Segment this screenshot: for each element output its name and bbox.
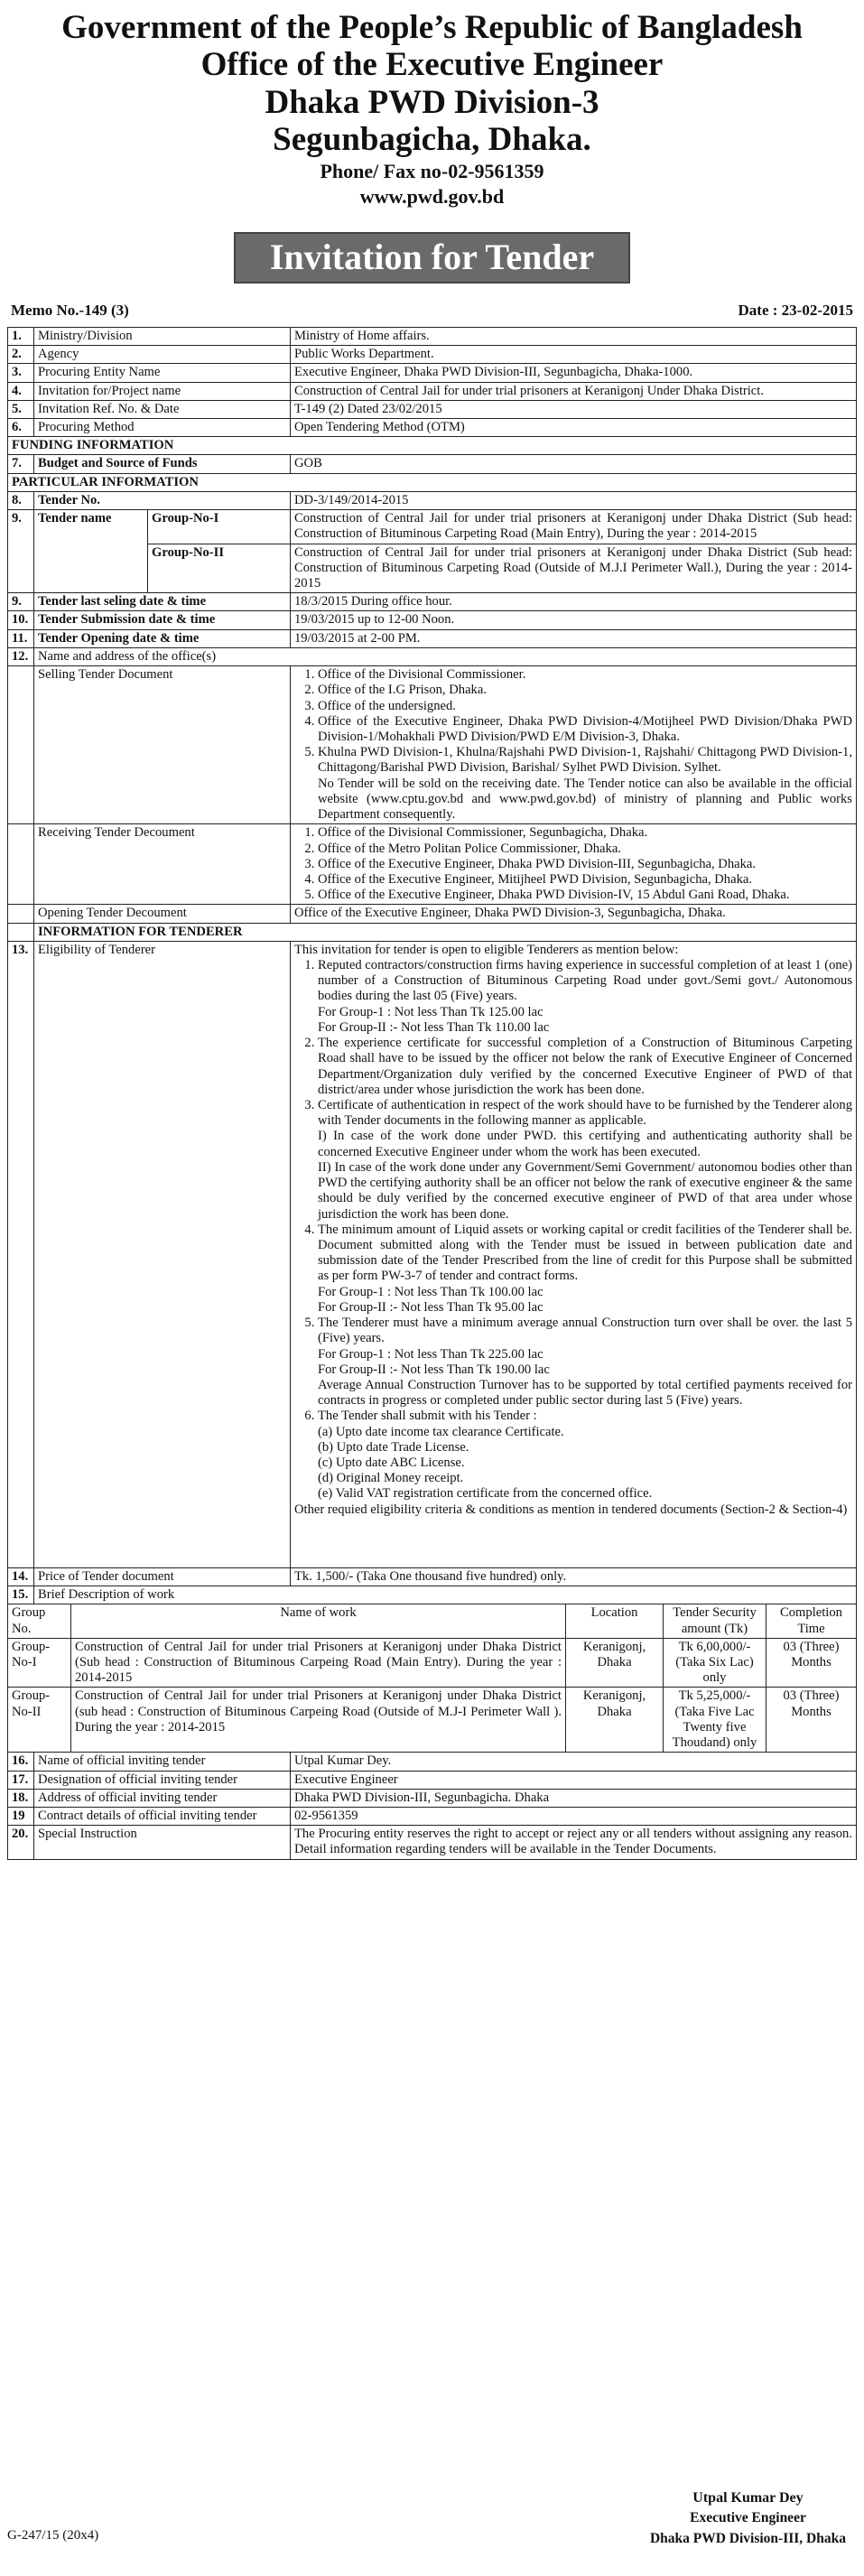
table-row [8, 1753, 857, 1771]
eligibility-intro: This invitation for tender is open to eligible Tenderers as mention below: [294, 942, 679, 957]
group-cell: Group-No-I [8, 1638, 71, 1688]
column-header: Tender Security amount (Tk) [664, 1604, 766, 1638]
table-row [8, 1771, 857, 1789]
row-number: 9. [8, 593, 34, 611]
column-header: Group No. [8, 1604, 71, 1638]
row-number: 4. [8, 382, 34, 400]
row-value: 19/03/2015 at 2-00 PM. [291, 629, 857, 647]
row-value: Executive Engineer, Dhaka PWD Division-III, Segunbagicha, Dhaka-1000. [291, 364, 857, 382]
office-title: Office of the Executive Engineer [200, 46, 664, 84]
requirement-line: For Group-II :- Not less Than Tk 190.00 lac [318, 1362, 550, 1377]
requirement-line: II) In case of the work done under any Government/Semi Government/ autonomou bodies other than PWD the certifying authority shall be an officer not below the rank of executive engineer & the same should be duly verified by the concerned executive engineer of PWD of that area under whose jurisdiction the work has been done. [318, 1159, 852, 1222]
tender-notice [7, 9, 857, 1860]
requirement-line: Average Annual Construction Turnover has to be supported by total certified payments received for contracts in progress or completed under public sector during last 5 (Five) years. [318, 1377, 852, 1409]
list-item: 2. The experience certificate for successful completion of a Construction of Bituminous Carpeting Road shall have to be issued by the officer not below the rank of Executive Engineer of Concerned Department/Organization duly verified by the concerned Executive Engineer of PWD of that district/area under whose jurisdiction the work has been done. [318, 1036, 852, 1098]
list-item: 1. Office of the Divisional Commissioner. [318, 667, 852, 683]
row-label: Tender name [34, 510, 148, 593]
division-title: Dhaka PWD Division-3 [265, 83, 599, 121]
row-label: Eligibility of Tenderer [34, 941, 291, 1567]
particular-heading: PARTICULAR INFORMATION [8, 473, 857, 491]
signatory-designation: Executive Engineer [690, 2510, 806, 2526]
table-row [8, 666, 857, 824]
row-value: DD-3/149/2014-2015 [291, 491, 857, 509]
list-item-text: The minimum amount of Liquid assets or working capital or credit facilities of the Tenderer shall be. Document submitted along with the Tender must be issued in between publication date and submission date of the Tender Prescribed from the line of credit for this Purpose shall be submitted as per form PW-3-7 of tender and contract forms. [318, 1222, 852, 1284]
row-value: Public Works Department. [291, 346, 857, 364]
row-number: 1. [8, 327, 34, 345]
list-item [318, 1316, 852, 1409]
location-title: Segunbagicha, Dhaka. [273, 121, 591, 159]
table-row [8, 1586, 857, 1604]
requirement-line: (e) Valid VAT registration certificate from the concerned office. [318, 1486, 653, 1502]
table-row [8, 491, 857, 509]
government-title: Government of the People’s Republic of Bangladesh [61, 9, 803, 46]
work-name-cell: Construction of Central Jail for under trial Prisoners at Keranigonj under Dhaka District (sub head : Construction of Bituminous Carpeing Road (Outside of M.J-I Perimeter Wall ). During the year : 2014-2015 [71, 1688, 566, 1753]
table-row [8, 346, 857, 364]
row-value: T-149 (2) Dated 23/02/2015 [291, 400, 857, 418]
website: www.pwd.gov.bd [359, 185, 505, 209]
table-row [8, 419, 857, 437]
requirement-line: (a) Upto date income tax clearance Certificate. [318, 1424, 564, 1439]
requirement-line: (c) Upto date ABC License. [318, 1455, 465, 1471]
row-value: 02-9561359 [291, 1807, 857, 1825]
phone-fax: Phone/ Fax no-02-9561359 [320, 159, 544, 182]
requirement-line: For Group-1 : Not less Than Tk 125.00 lac [318, 1004, 543, 1019]
requirement-line: For Group-1 : Not less Than Tk 100.00 lac [318, 1284, 543, 1299]
row-label: Price of Tender document [34, 1567, 291, 1586]
column-header: Name of work [71, 1604, 566, 1638]
row-number: 10. [8, 611, 34, 629]
table-row [8, 327, 857, 345]
table-row [8, 1789, 857, 1807]
list-item-text: Reputed contractors/construction firms having experience in successful completion of at least 1 (one) number of a Construction of Bituminous Carpeting Road under govt./Semi govt./ Autonomous bodies during the last 05 (Five) years. [318, 958, 852, 1004]
section-heading [8, 437, 857, 455]
group-value: Construction of Central Jail for under trial prisoners at Keranigonj under Dhaka District (Sub head: Construction of Bituminous Carpeting Road (Outside of M.J.I Perimeter Wall.), During the year : 2014-2015 [291, 544, 857, 593]
requirement-line: For Group-II :- Not less Than Tk 95.00 lac [318, 1299, 543, 1315]
table-row [8, 1688, 857, 1753]
row-label: Contract details of official inviting tender [34, 1807, 291, 1825]
column-header: Location [566, 1604, 664, 1638]
section-heading [8, 923, 857, 941]
table-row [8, 455, 857, 473]
list-item [318, 745, 852, 823]
list-item: 3. Office of the undersigned. [318, 699, 852, 714]
security-cell: Tk 6,00,000/- (Taka Six Lac) only [664, 1638, 766, 1688]
section-heading [8, 473, 857, 491]
table-row [8, 400, 857, 418]
group-value: Construction of Central Jail for under trial prisoners at Keranigonj under Dhaka District (Sub head: Construction of Bituminous Carpeting Road (Main Entry), During the year : 2014-2015 [291, 510, 857, 544]
requirement-line: (d) Original Money receipt. [318, 1471, 464, 1486]
row-number: 20. [8, 1826, 34, 1859]
security-cell: Tk 5,25,000/- (Taka Five Lac Twenty five Thoudand) only [664, 1688, 766, 1753]
row-value: Utpal Kumar Dey. [291, 1753, 857, 1771]
row-number: 6. [8, 419, 34, 437]
list-item-text: Khulna PWD Division-1, Khulna/Rajshahi PWD Division-1, Rajshahi/ Chittagong PWD Division-1, Chittagong/Barishal PWD Division, Barishal/ Sylhet PWD Division. Sylhet. [318, 745, 852, 776]
list-item: 2. Office of the I.G Prison, Dhaka. [318, 683, 852, 698]
completion-cell: 03 (Three) Months [766, 1688, 857, 1753]
row-number: 18. [8, 1789, 34, 1807]
table-row [8, 629, 857, 647]
signatory-name: Utpal Kumar Dey [692, 2490, 804, 2506]
selling-label: Selling Tender Document [34, 666, 291, 824]
official-info-table [7, 1753, 857, 1859]
table-row [8, 1807, 857, 1825]
row-label: Special Instruction [34, 1826, 291, 1859]
selling-offices [291, 666, 857, 824]
table-row [8, 1567, 857, 1586]
work-name-cell: Construction of Central Jail for under trial Prisoners at Keranigonj under Dhaka District (Sub head : Construction of Bituminous Carpeing Road (Main Entry). During the year : 2014-2015 [71, 1638, 566, 1688]
row-number: 9. [8, 510, 34, 593]
row-label: Ministry/Division [34, 327, 291, 345]
column-header: Completion Time [766, 1604, 857, 1638]
row-label: Tender last seling date & time [34, 593, 291, 611]
row-value: Executive Engineer [291, 1771, 857, 1789]
row-number: 13. [8, 941, 34, 1567]
group-label: Group-No-II [148, 544, 291, 593]
requirement-line: For Group-II :- Not less Than Tk 110.00 lac [318, 1019, 550, 1035]
row-label: Procuring Method [34, 419, 291, 437]
group-label: Group-No-I [148, 510, 291, 544]
list-item [318, 1223, 852, 1316]
row-value: Tk. 1,500/- (Taka One thousand five hundred) only. [291, 1567, 857, 1586]
row-value: Construction of Central Jail for under trial prisoners at Keranigonj Under Dhaka District. [291, 382, 857, 400]
row-number: 8. [8, 491, 34, 509]
invitation-banner: Invitation for Tender [234, 232, 630, 284]
row-value: 18/3/2015 During office hour. [291, 593, 857, 611]
info-tenderer-heading: INFORMATION FOR TENDERER [34, 923, 857, 941]
list-item: 3. Office of the Executive Engineer, Dhaka PWD Division-III, Segunbagicha, Dhaka. [318, 857, 852, 872]
list-item: 1. Office of the Divisional Commissioner, Segunbagicha, Dhaka. [318, 825, 852, 841]
list-item: 2. Office of the Metro Politan Police Commissioner, Dhaka. [318, 842, 852, 857]
list-item [318, 1409, 852, 1502]
requirement-line: (b) Upto date Trade License. [318, 1439, 469, 1455]
row-label: Designation of official inviting tender [34, 1771, 291, 1789]
row-value: Open Tendering Method (OTM) [291, 419, 857, 437]
row-label: Name and address of the office(s) [34, 647, 857, 665]
location-cell: Keranigonj, Dhaka [566, 1688, 664, 1753]
row-value: Ministry of Home affairs. [291, 327, 857, 345]
funding-heading: FUNDING INFORMATION [8, 437, 857, 455]
list-item [318, 958, 852, 1036]
row-number: 2. [8, 346, 34, 364]
row-label: Brief Description of work [34, 1586, 857, 1604]
table-row [8, 1826, 857, 1859]
opening-value: Office of the Executive Engineer, Dhaka PWD Division-3, Segunbagicha, Dhaka. [291, 905, 857, 923]
table-row [8, 941, 857, 1567]
memo-line [7, 302, 857, 320]
row-number: 17. [8, 1771, 34, 1789]
signature-block [650, 2488, 846, 2549]
table-row [8, 824, 857, 905]
row-label: Agency [34, 346, 291, 364]
table-row [8, 611, 857, 629]
tender-info-table [7, 327, 857, 1604]
receiving-label: Receiving Tender Decoument [34, 824, 291, 905]
table-row [8, 593, 857, 611]
table-row [8, 1638, 857, 1688]
opening-label: Opening Tender Decoument [34, 905, 291, 923]
row-number: 14. [8, 1567, 34, 1586]
list-item [318, 1098, 852, 1223]
table-row [8, 647, 857, 665]
row-value: Dhaka PWD Division-III, Segunbagicha. Dhaka [291, 1789, 857, 1807]
row-number: 12. [8, 647, 34, 665]
row-value: 19/03/2015 up to 12-00 Noon. [291, 611, 857, 629]
signatory-office: Dhaka PWD Division-III, Dhaka [649, 2530, 846, 2546]
row-number: 3. [8, 364, 34, 382]
row-label: Tender Submission date & time [34, 611, 291, 629]
list-item: 4. Office of the Executive Engineer, Mitijheel PWD Division, Segunbagicha, Dhaka. [318, 872, 852, 888]
table-row [8, 510, 857, 544]
row-value: The Procuring entity reserves the right to accept or reject any or all tenders without assigning any reason. Detail information regarding tenders will be available in the Tender Documents. [291, 1826, 857, 1859]
row-number: 7. [8, 455, 34, 473]
memo-number: Memo No.-149 (3) [11, 301, 129, 319]
memo-date: Date : 23-02-2015 [738, 301, 853, 319]
row-label: Invitation for/Project name [34, 382, 291, 400]
row-value: GOB [291, 455, 857, 473]
table-header-row [8, 1604, 857, 1638]
row-number: 16. [8, 1753, 34, 1771]
completion-cell: 03 (Three) Months [766, 1638, 857, 1688]
requirement-line: I) In case of the work done under PWD. this certifying and authenticating authority shall be concerned Executive Engineer under whom the work has been executed. [318, 1129, 852, 1159]
row-label: Budget and Source of Funds [34, 455, 291, 473]
row-number: 11. [8, 629, 34, 647]
receiving-offices [291, 824, 857, 905]
letterhead [7, 9, 857, 210]
row-number: 15. [8, 1586, 34, 1604]
row-number: 5. [8, 400, 34, 418]
eligibility-other: Other requied eligibility criteria & conditions as mention in tendered documents (Section-2 & Section-4) [294, 1502, 848, 1517]
list-item-text: The Tenderer must have a minimum average annual Construction turn over shall be over. the last 5 (Five) years. [318, 1316, 852, 1346]
group-cell: Group-No-II [8, 1688, 71, 1753]
row-label: Tender No. [34, 491, 291, 509]
eligibility-content [291, 941, 857, 1567]
table-row [8, 364, 857, 382]
list-item-text: Certificate of authentication in respect of the work should have to be furnished by the Tenderer along with Tender documents in the following manner as applicable. [318, 1098, 852, 1129]
row-label: Name of official inviting tender [34, 1753, 291, 1771]
row-number: 19 [8, 1807, 34, 1825]
list-item: 4. Office of the Executive Engineer, Dhaka PWD Division-4/Motijheel PWD Division/Dhaka PWD Division-1/Mohakhali PWD Division/PWD E/M Division-3, Dhaka. [318, 714, 852, 745]
location-cell: Keranigonj, Dhaka [566, 1638, 664, 1688]
selling-note: No Tender will be sold on the receiving date. The Tender notice can also be available in the official website (www.cptu.gov.bd and www.pwd.gov.bd) of ministry of planning and Public works Department consequently. [318, 776, 852, 823]
list-item-text: The Tender shall submit with his Tender : [318, 1409, 537, 1424]
row-label: Address of official inviting tender [34, 1789, 291, 1807]
row-label: Tender Opening date & time [34, 629, 291, 647]
gazette-code: G-247/15 (20x4) [7, 2528, 99, 2543]
row-label: Invitation Ref. No. & Date [34, 400, 291, 418]
requirement-line: For Group-1 : Not less Than Tk 225.00 lac [318, 1346, 543, 1362]
table-row [8, 905, 857, 923]
list-item: 5. Office of the Executive Engineer, Dhaka PWD Division-IV, 15 Abdul Gani Road, Dhaka. [318, 888, 852, 903]
work-description-table [7, 1604, 857, 1753]
table-row [8, 382, 857, 400]
row-label: Procuring Entity Name [34, 364, 291, 382]
